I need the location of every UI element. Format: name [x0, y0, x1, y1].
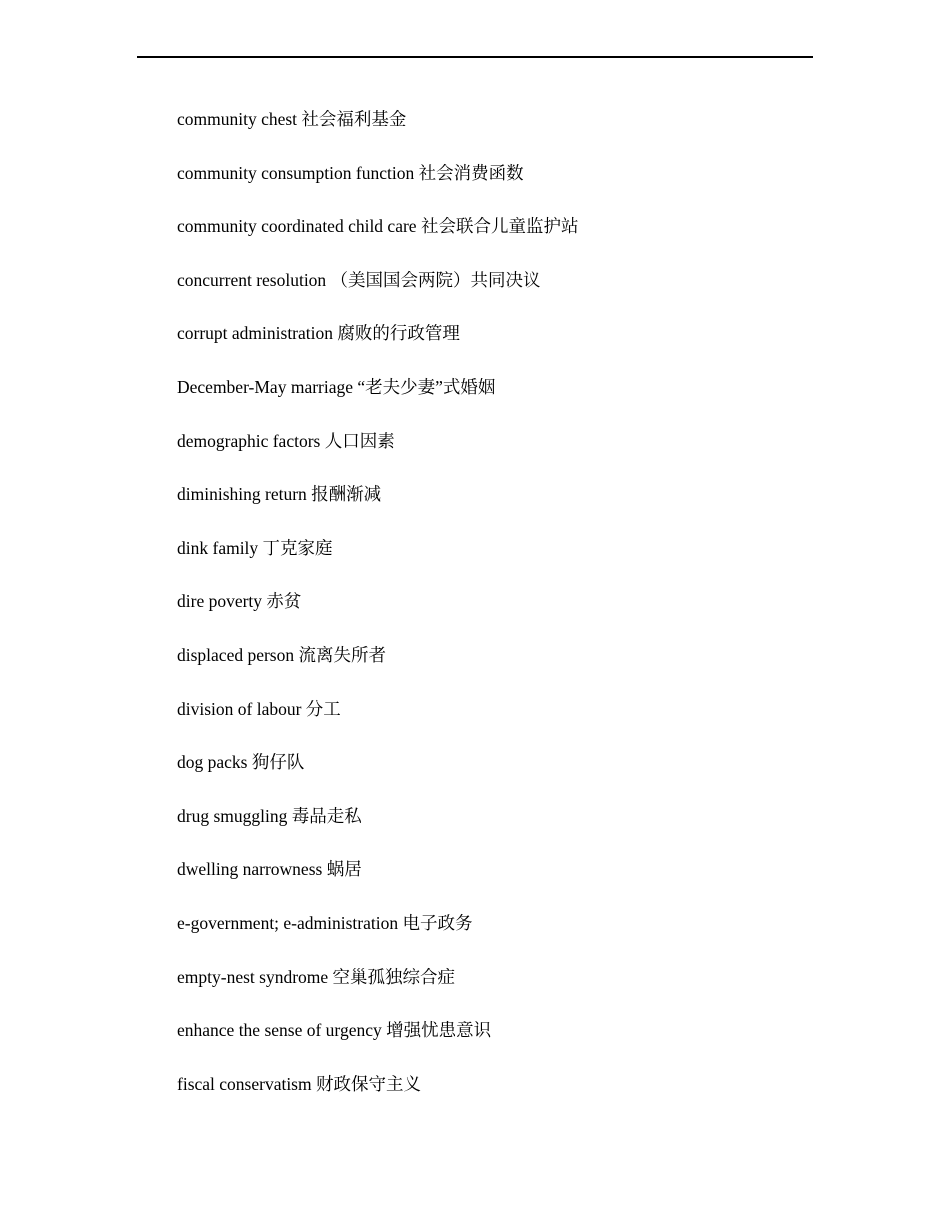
glossary-entry: fiscal conservatism 财政保守主义: [177, 1073, 421, 1094]
glossary-entry: empty-nest syndrome 空巢孤独综合症: [177, 966, 456, 987]
glossary-entry: December-May marriage “老夫少妻”式婚姻: [177, 376, 496, 397]
glossary-entry: concurrent resolution （美国国会两院）共同决议: [177, 269, 541, 290]
glossary-entry: displaced person 流离失所者: [177, 644, 386, 665]
glossary-entry: e-government; e-administration 电子政务: [177, 912, 473, 933]
glossary-entry: corrupt administration 腐败的行政管理: [177, 323, 460, 344]
glossary-entry: dwelling narrowness 蜗居: [177, 859, 362, 880]
header-rule: [137, 56, 813, 58]
glossary-entry: demographic factors 人口因素: [177, 430, 395, 451]
glossary-entry: diminishing return 报酬渐减: [177, 484, 382, 505]
glossary-entry: dire poverty 赤贫: [177, 591, 302, 612]
glossary-entry: community consumption function 社会消费函数: [177, 162, 524, 183]
glossary-entry: division of labour 分工: [177, 698, 341, 719]
glossary-entry: community coordinated child care 社会联合儿童监护站: [177, 216, 579, 237]
glossary-entry: community chest 社会福利基金: [177, 109, 407, 129]
glossary-entry: drug smuggling 毒品走私: [177, 805, 362, 826]
glossary-entry: dog packs 狗仔队: [177, 752, 305, 773]
glossary-entry: enhance the sense of urgency 增强忧患意识: [177, 1020, 492, 1041]
glossary-list: [177, 104, 578, 1122]
glossary-entry: dink family 丁克家庭: [177, 537, 333, 558]
